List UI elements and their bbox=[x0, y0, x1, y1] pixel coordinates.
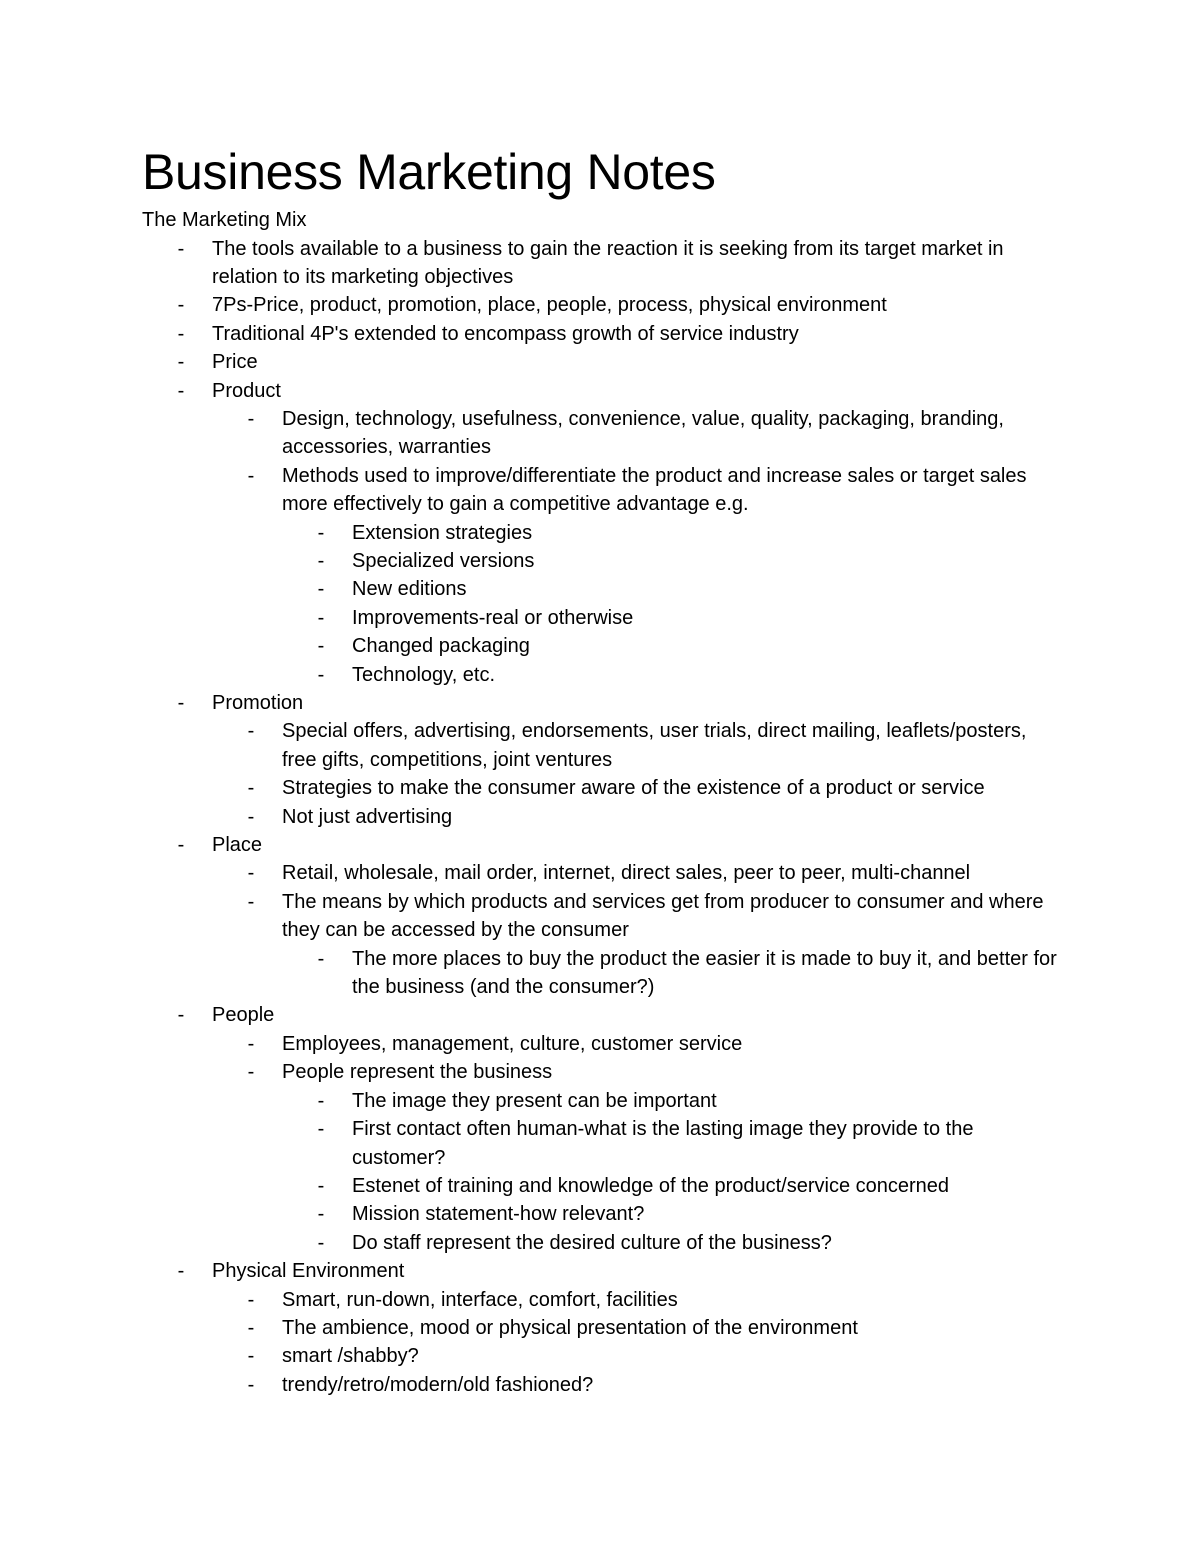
list-item-text: Special offers, advertising, endorsements, user trials, direct mailing, leaflets/posters, free gifts, competitions, joint ventures bbox=[282, 720, 1027, 771]
dash-bullet-icon: - bbox=[177, 1260, 185, 1283]
list-item-text: Retail, wholesale, mail order, internet, direct sales, peer to peer, multi-channel bbox=[282, 862, 971, 885]
list-item-text: Place bbox=[212, 834, 263, 857]
list-item bbox=[142, 320, 1062, 348]
list-item bbox=[142, 377, 1062, 689]
list-item-text: Estenet of training and knowledge of the product/service concerned bbox=[352, 1174, 950, 1197]
list-item bbox=[282, 632, 1062, 660]
list-item-text: Changed packaging bbox=[352, 635, 530, 658]
list-item-text: Employees, management, culture, customer service bbox=[282, 1032, 743, 1055]
dash-bullet-icon: - bbox=[177, 294, 185, 317]
list-item-text: Specialized versions bbox=[352, 549, 535, 572]
dash-bullet-icon: - bbox=[247, 464, 255, 487]
dash-bullet-icon: - bbox=[247, 1373, 255, 1396]
dash-bullet-icon: - bbox=[247, 1345, 255, 1368]
dash-bullet-icon: - bbox=[317, 1231, 325, 1254]
dash-bullet-icon: - bbox=[317, 663, 325, 686]
list-item bbox=[282, 604, 1062, 632]
list-item bbox=[282, 1229, 1062, 1257]
list-item bbox=[212, 803, 1062, 831]
list-item bbox=[142, 1257, 1062, 1399]
document-title: Business Marketing Notes bbox=[142, 144, 716, 200]
dash-bullet-icon: - bbox=[317, 635, 325, 658]
list-item bbox=[212, 1371, 1062, 1399]
dash-bullet-icon: - bbox=[177, 834, 185, 857]
list-item bbox=[142, 348, 1062, 376]
list-item-text: New editions bbox=[352, 578, 467, 601]
list-item-text: The ambience, mood or physical presentation of the environment bbox=[282, 1316, 858, 1339]
list-item-text: Technology, etc. bbox=[352, 663, 496, 686]
sub-list bbox=[212, 405, 1062, 689]
list-item-text: The image they present can be important bbox=[352, 1089, 717, 1112]
list-item bbox=[282, 661, 1062, 689]
section-heading: The Marketing Mix bbox=[142, 209, 307, 231]
sub-list bbox=[212, 859, 1062, 1001]
dash-bullet-icon: - bbox=[247, 1316, 255, 1339]
dash-bullet-icon: - bbox=[247, 1032, 255, 1055]
document-page bbox=[142, 140, 1062, 1399]
list-item-text: trendy/retro/modern/old fashioned? bbox=[282, 1373, 594, 1396]
list-item bbox=[212, 774, 1062, 802]
list-item bbox=[212, 888, 1062, 1002]
list-item-text: Extension strategies bbox=[352, 521, 533, 544]
sub-list bbox=[212, 1286, 1062, 1400]
dash-bullet-icon: - bbox=[177, 379, 185, 402]
list-item-text: Strategies to make the consumer aware of the existence of a product or service bbox=[282, 777, 985, 800]
list-item-text: People bbox=[212, 1004, 275, 1027]
list-item-text: Smart, run-down, interface, comfort, facilities bbox=[282, 1288, 678, 1311]
list-item bbox=[212, 1286, 1062, 1314]
dash-bullet-icon: - bbox=[317, 1089, 325, 1112]
list-item-text: The more places to buy the product the easier it is made to buy it, and better for the business (and the consumer?) bbox=[352, 947, 1057, 999]
dash-bullet-icon: - bbox=[177, 237, 185, 260]
list-item bbox=[142, 235, 1062, 292]
dash-bullet-icon: - bbox=[317, 521, 325, 544]
sub-list bbox=[212, 717, 1062, 831]
dash-bullet-icon: - bbox=[317, 947, 325, 970]
list-item bbox=[282, 945, 1062, 1002]
list-item bbox=[282, 519, 1062, 547]
list-item-text: People represent the business bbox=[282, 1061, 553, 1084]
list-item bbox=[212, 859, 1062, 887]
list-item-text: Improvements-real or otherwise bbox=[352, 606, 634, 629]
dash-bullet-icon: - bbox=[317, 578, 325, 601]
dash-bullet-icon: - bbox=[247, 777, 255, 800]
sub-list bbox=[282, 945, 1062, 1002]
dash-bullet-icon: - bbox=[177, 1004, 185, 1027]
sub-list bbox=[212, 1030, 1062, 1257]
list-item bbox=[282, 1172, 1062, 1200]
dash-bullet-icon: - bbox=[247, 720, 255, 743]
list-item bbox=[282, 547, 1062, 575]
list-item-text: Not just advertising bbox=[282, 805, 453, 828]
dash-bullet-icon: - bbox=[177, 351, 185, 374]
list-item bbox=[212, 1314, 1062, 1342]
outline-list bbox=[142, 235, 1062, 1400]
list-item-text: Product bbox=[212, 379, 281, 402]
dash-bullet-icon: - bbox=[317, 1174, 325, 1197]
dash-bullet-icon: - bbox=[317, 1118, 325, 1141]
list-item-text: Traditional 4P's extended to encompass growth of service industry bbox=[212, 322, 799, 345]
list-item-text: The means by which products and services get from producer to consumer and where they can be accessed by the consumer bbox=[282, 890, 1044, 942]
list-item-text: Price bbox=[212, 351, 258, 374]
list-item bbox=[142, 689, 1062, 831]
list-item-text: First contact often human-what is the lasting image they provide to the customer? bbox=[352, 1118, 974, 1169]
list-item bbox=[212, 1342, 1062, 1370]
dash-bullet-icon: - bbox=[247, 805, 255, 828]
list-item bbox=[142, 291, 1062, 319]
list-item-text: 7Ps-Price, product, promotion, place, people, process, physical environment bbox=[212, 294, 887, 317]
dash-bullet-icon: - bbox=[247, 1288, 255, 1311]
dash-bullet-icon: - bbox=[247, 890, 255, 913]
list-item bbox=[282, 1200, 1062, 1228]
dash-bullet-icon: - bbox=[247, 862, 255, 885]
list-item bbox=[282, 1087, 1062, 1115]
list-item-text: The tools available to a business to gain the reaction it is seeking from its target market in relation to its marketing objectives bbox=[212, 237, 1004, 288]
dash-bullet-icon: - bbox=[177, 692, 185, 714]
dash-bullet-icon: - bbox=[317, 549, 325, 572]
list-item bbox=[142, 831, 1062, 1001]
list-item bbox=[212, 1058, 1062, 1257]
list-item bbox=[212, 1030, 1062, 1058]
dash-bullet-icon: - bbox=[177, 322, 185, 345]
dash-bullet-icon: - bbox=[317, 1203, 325, 1226]
list-item-text: Mission statement-how relevant? bbox=[352, 1203, 645, 1226]
list-item-text: smart /shabby? bbox=[282, 1345, 419, 1368]
list-item bbox=[212, 405, 1062, 462]
list-item-text: Methods used to improve/differentiate the product and increase sales or target sales more effectively to gain a competitive advantage e.g. bbox=[282, 464, 1027, 516]
list-item bbox=[212, 462, 1062, 689]
list-item-text: Do staff represent the desired culture of the business? bbox=[352, 1231, 832, 1254]
list-item bbox=[282, 1115, 1062, 1172]
list-item bbox=[142, 1001, 1062, 1257]
list-item-text: Design, technology, usefulness, convenience, value, quality, packaging, branding, accessories, warranties bbox=[282, 407, 1004, 459]
sub-list bbox=[282, 519, 1062, 689]
dash-bullet-icon: - bbox=[317, 606, 325, 629]
list-item bbox=[282, 575, 1062, 603]
list-item-text: Physical Environment bbox=[212, 1260, 405, 1283]
sub-list bbox=[282, 1087, 1062, 1257]
dash-bullet-icon: - bbox=[247, 1061, 255, 1084]
dash-bullet-icon: - bbox=[247, 407, 255, 430]
list-item bbox=[212, 717, 1062, 774]
list-item-text: Promotion bbox=[212, 692, 304, 714]
